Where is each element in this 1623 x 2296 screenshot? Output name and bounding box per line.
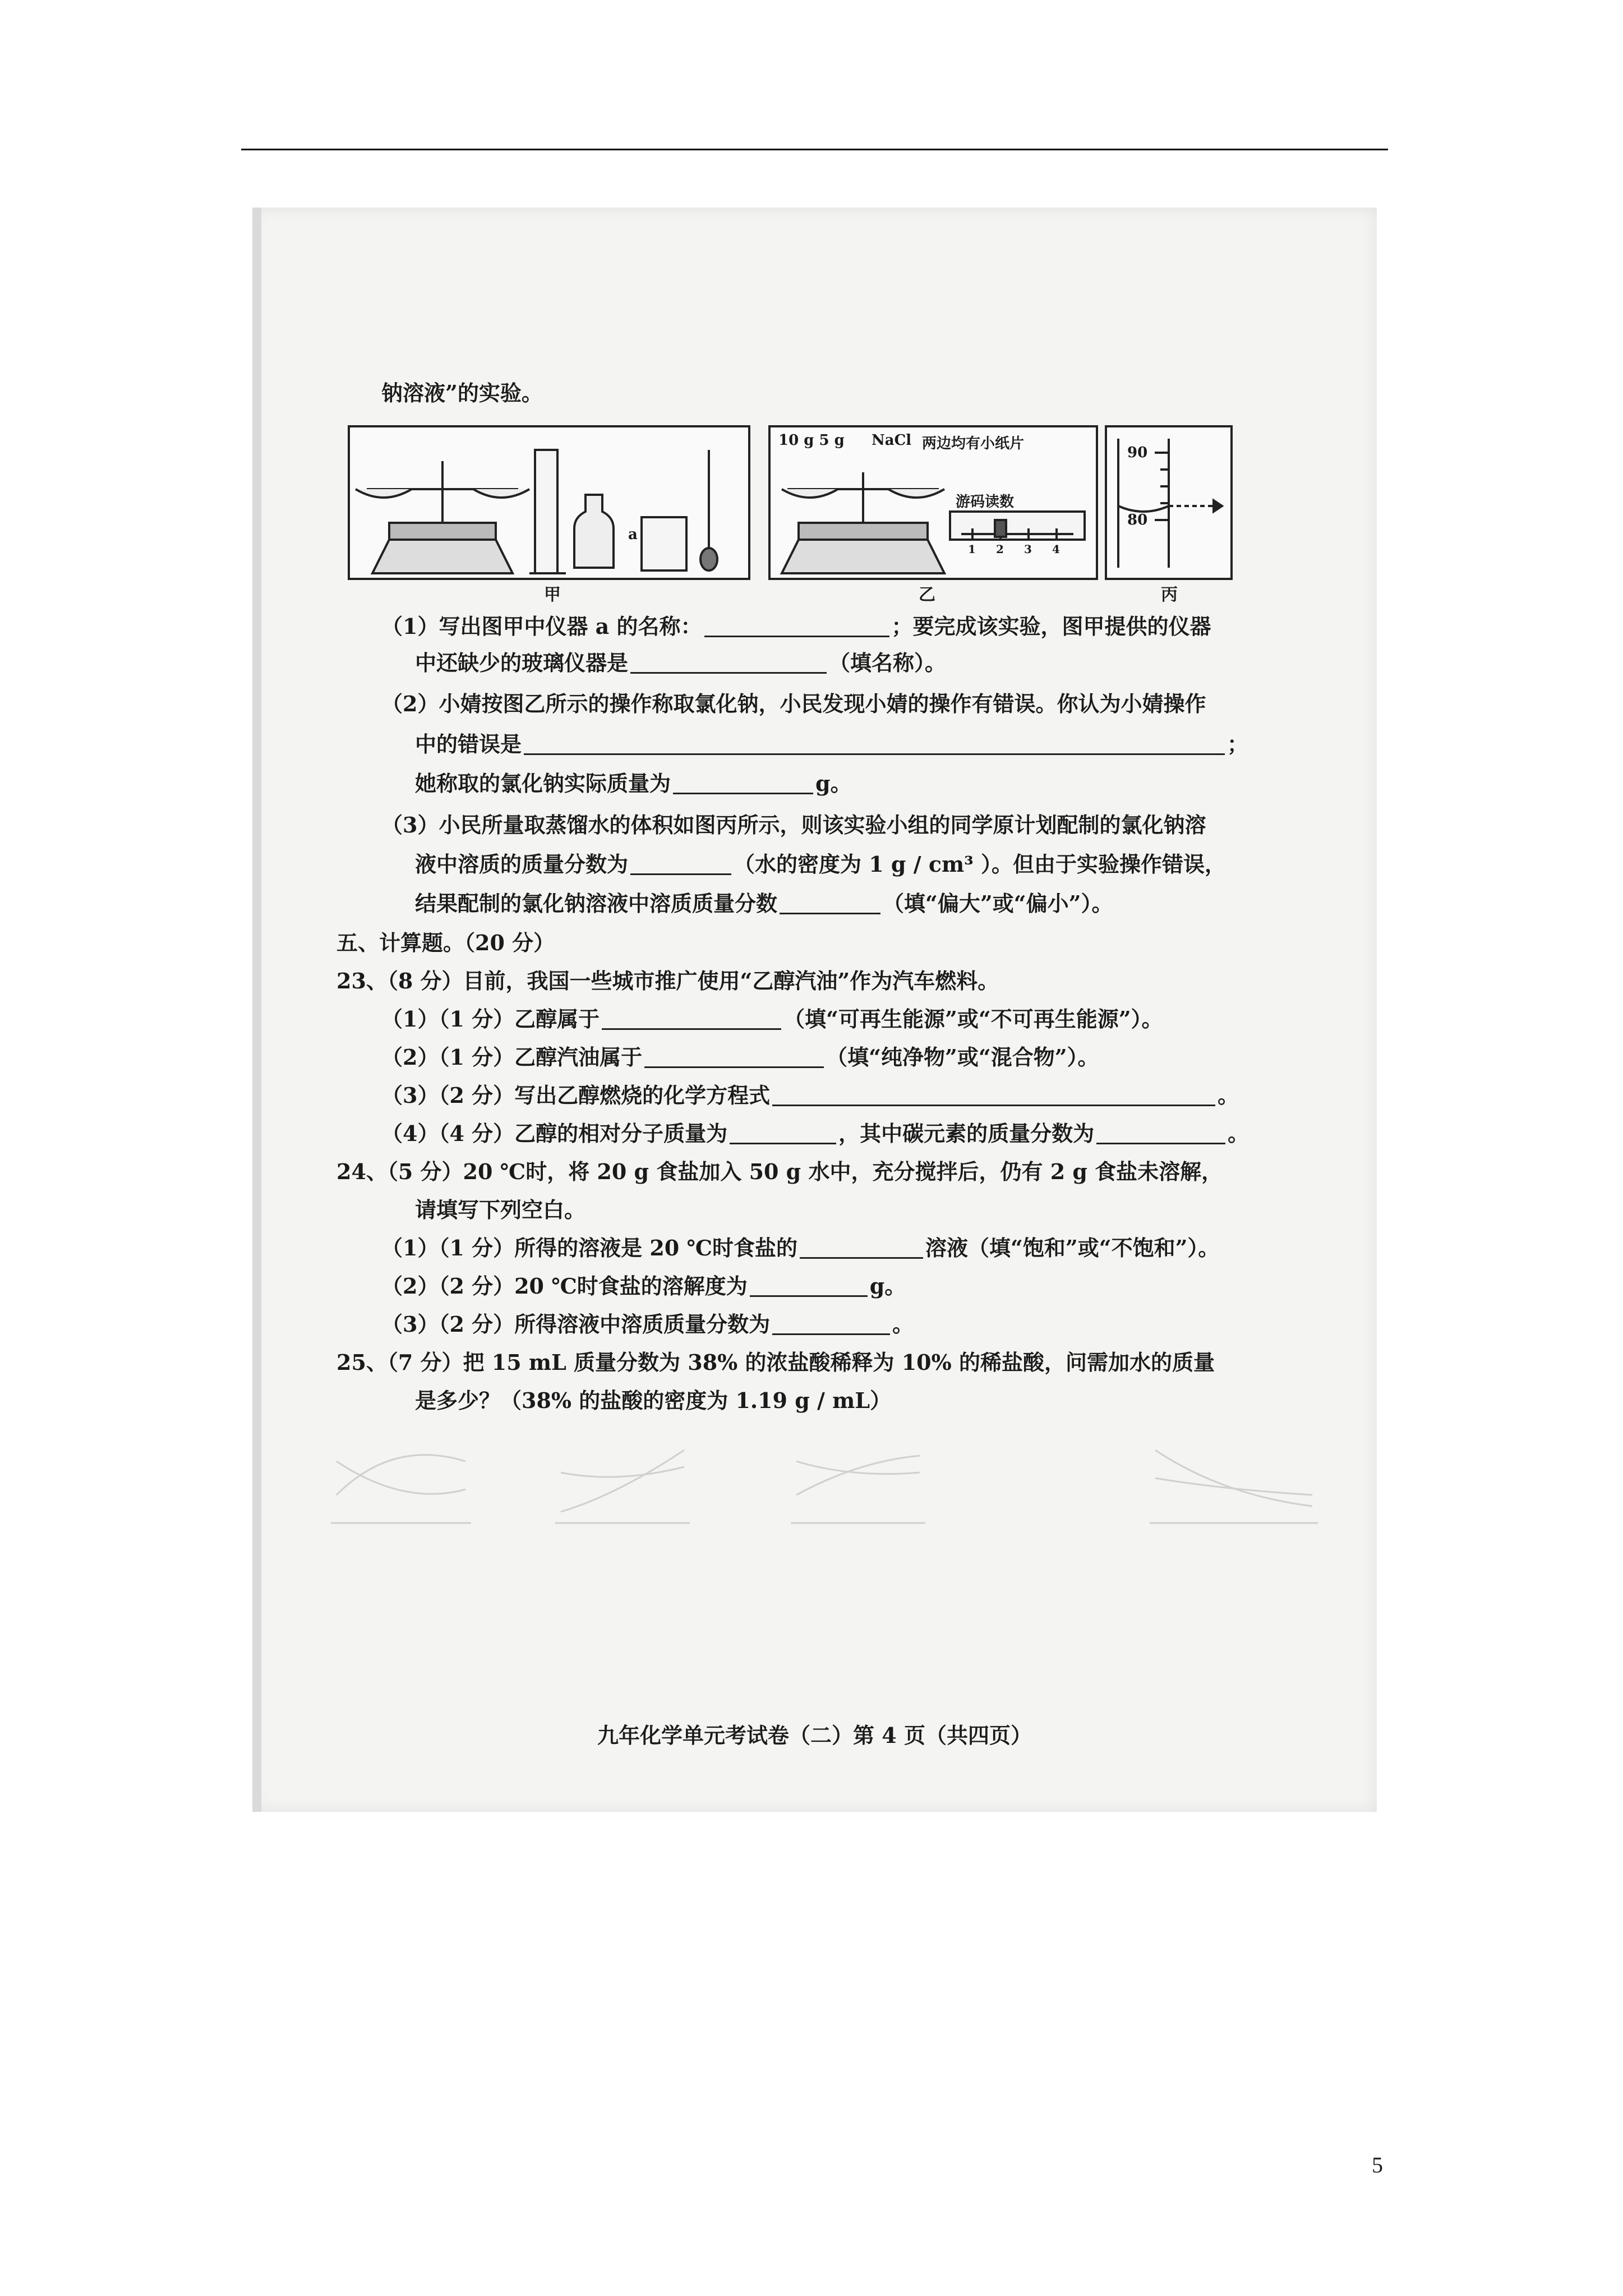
q23-4-blank-b (1096, 1126, 1225, 1144)
q23-2-hint: （填“纯净物”或“混合物”）。 (826, 1045, 1099, 1070)
q1-missing-prompt: 中还缺少的玻璃仪器是 (415, 650, 629, 675)
caption-jia: 甲 (544, 585, 561, 605)
q2-blank-mass (673, 776, 813, 794)
label-paper-note: 两边均有小纸片 (922, 435, 1025, 452)
label-rider-reading: 游码读数 (956, 494, 1015, 510)
q24-part3 (381, 1314, 914, 1335)
cylinder-scale-drawing (1107, 427, 1230, 578)
caption-yi: 乙 (919, 585, 935, 605)
q23-4-period: 。 (1228, 1121, 1249, 1146)
scale-tick: 2 (996, 542, 1004, 556)
q23-4-blank-a (730, 1126, 836, 1144)
q23-1-prompt: （1）（1 分）乙醇属于 (381, 1006, 600, 1032)
q3-fill-hint: （填“偏大”或“偏小”）。 (883, 891, 1113, 916)
q24-3-period: 。 (892, 1312, 914, 1337)
q3-result-prompt: 结果配制的氯化钠溶液中溶质质量分数 (415, 891, 778, 916)
q23-part2 (381, 1047, 1099, 1068)
q1-prompt-cont: ；要完成该实验，图甲提供的仪器 (891, 614, 1211, 639)
q24-3-blank (772, 1317, 890, 1335)
label-weights: 10 g 5 g (778, 432, 845, 449)
q1-fill-hint: （填名称）。 (829, 650, 947, 675)
q23-4-prompt-cont: ，其中碳元素的质量分数为 (838, 1121, 1095, 1146)
exam-footer: 九年化学单元考试卷（二）第 4 页（共四页） (597, 1723, 1032, 1748)
q3-fraction-prompt: 液中溶质的质量分数为 (415, 852, 629, 877)
q2-line3 (415, 773, 852, 794)
figure-bing (1105, 425, 1233, 580)
q3-line1: （3）小民所量取蒸馏水的体积如图丙所示，则该实验小组的同学原计划配制的氯化钠溶 (381, 812, 1206, 838)
q24-2-blank (750, 1278, 868, 1297)
q23-2-blank (644, 1050, 824, 1068)
q23-3-blank (772, 1088, 1215, 1106)
q23-1-blank (602, 1011, 781, 1030)
q24-1-blank (800, 1240, 923, 1259)
q23-3-period: 。 (1218, 1083, 1239, 1108)
scale-tick: 1 (968, 542, 976, 556)
q23-stem: 23、（8 分）目前，我国一些城市推广使用“乙醇汽油”作为汽车燃料。 (336, 968, 999, 993)
q24-part1 (381, 1237, 1219, 1259)
q3-density-note: （水的密度为 1 g / cm³ ）。但由于实验操作错误， (734, 852, 1227, 877)
q24-1-hint: 溶液（填“饱和”或“不饱和”）。 (925, 1235, 1220, 1260)
q24-stem-cont: 请填写下列空白。 (415, 1197, 586, 1222)
q1-line2 (415, 652, 946, 674)
cylinder-tick-90: 90 (1127, 444, 1148, 461)
caption-bing: 丙 (1161, 585, 1178, 605)
figure-yi (768, 425, 1098, 580)
q2-semicolon: ； (1227, 731, 1249, 757)
intro-text: 钠溶液”的实验。 (381, 380, 543, 406)
q25-stem: 25、（7 分）把 15 mL 质量分数为 38% 的浓盐酸稀释为 10% 的稀盐酸，问需加水的质量 (336, 1350, 1215, 1375)
q24-stem: 24、（5 分）20 ℃时，将 20 g 食盐加入 50 g 水中，充分搅拌后，仍有 2 g 食盐未溶解， (336, 1159, 1223, 1184)
q24-3-prompt: （3）（2 分）所得溶液中溶质质量分数为 (381, 1312, 771, 1337)
q1-blank-b (630, 655, 827, 674)
q24-2-prompt: （2）（2 分）20 ℃时食盐的溶解度为 (381, 1273, 748, 1299)
q2-blank-error (524, 737, 1225, 755)
q23-3-prompt: （3）（2 分）写出乙醇燃烧的化学方程式 (381, 1083, 771, 1108)
scale-tick: 4 (1052, 542, 1060, 556)
label-nacl: NaCl (872, 432, 912, 449)
section-5-heading: 五、计算题。（20 分） (336, 930, 555, 955)
balance-and-glassware-drawing (350, 427, 748, 578)
cylinder-tick-80: 80 (1127, 512, 1148, 528)
q2-error-prompt: 中的错误是 (415, 731, 522, 757)
q2-mass-prompt: 她称取的氯化钠实际质量为 (415, 771, 671, 796)
page-number: 5 (1372, 2152, 1383, 2178)
q1-blank-a (704, 619, 889, 637)
q2-line1: （2）小婧按图乙所示的操作称取氯化钠，小民发现小婧的操作有错误。你认为小婧操作 (381, 691, 1206, 716)
figure-jia (348, 425, 750, 580)
label-instrument-a: a (628, 526, 638, 543)
q23-part4 (381, 1123, 1249, 1144)
q3-line2 (415, 854, 1226, 875)
q24-part2 (381, 1273, 906, 1299)
q23-part3 (381, 1085, 1239, 1106)
q1-prompt: （1）写出图甲中仪器 a 的名称： (381, 614, 702, 639)
q25-stem-cont: 是多少？（38% 的盐酸的密度为 1.19 g / mL） (415, 1388, 892, 1413)
scanned-page (252, 208, 1377, 1812)
q24-1-prompt: （1）（1 分）所得的溶液是 20 ℃时食盐的 (381, 1235, 797, 1260)
scale-tick: 3 (1024, 542, 1032, 556)
scan-edge-shadow (252, 208, 261, 1812)
q3-blank-fraction (630, 857, 731, 875)
q3-line3 (415, 893, 1113, 914)
q23-2-prompt: （2）（1 分）乙醇汽油属于 (381, 1045, 643, 1070)
bleed-through-curves (325, 1428, 1335, 1540)
q23-4-prompt: （4）（4 分）乙醇的相对分子质量为 (381, 1121, 728, 1146)
q3-blank-result (780, 896, 880, 914)
q24-2-unit: g。 (869, 1273, 906, 1299)
q2-unit: g。 (815, 771, 852, 796)
header-rule (241, 149, 1388, 150)
q23-1-hint: （填“可再生能源”或“不可再生能源”）。 (783, 1006, 1163, 1032)
q23-part1 (381, 1006, 1163, 1032)
q2-line2 (415, 731, 1249, 757)
q1-line1 (381, 616, 1211, 637)
